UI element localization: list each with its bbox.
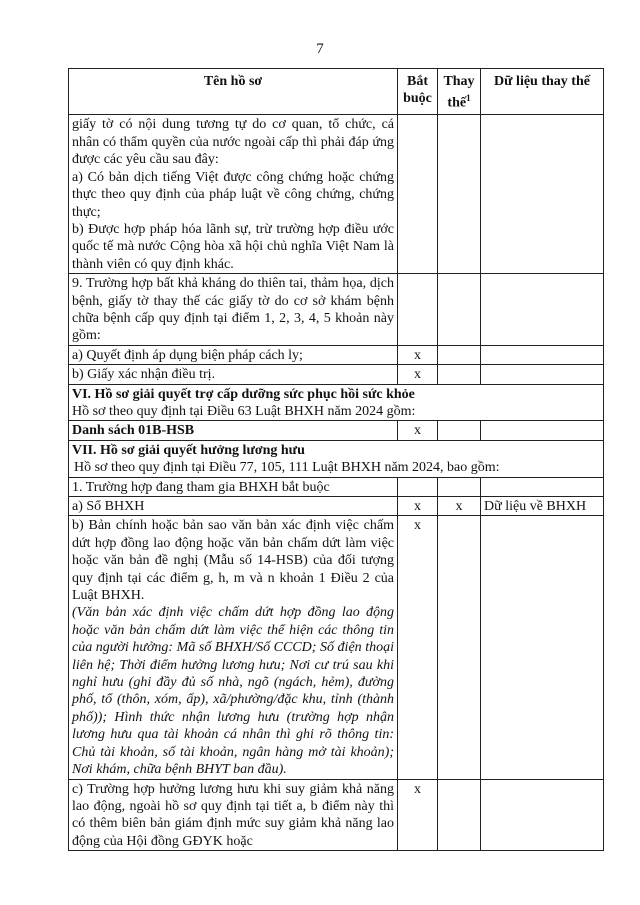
record-text: b) Bản chính hoặc bản sao văn bản xác định việc chấm dứt hợp đồng lao động hoặc văn bản chấm dứt làm việc hoặc văn bản đề nghị (Mẫu số 14-HSB) của đối tượng quy định tại các điểm g, h, m và n khoản 1 Điều 2 của Luật BHXH.: [72, 518, 394, 604]
table-row: [69, 497, 604, 516]
replace-mark: [438, 365, 481, 384]
table-body: [69, 115, 604, 851]
replacement-data-cell: [481, 115, 604, 274]
record-name-cell: [69, 274, 398, 346]
table-section-row: [69, 384, 604, 421]
table-row: [69, 477, 604, 496]
section-title: VII. Hồ sơ giải quyết hưởng lương hưu: [72, 442, 305, 458]
replace-mark: [438, 477, 481, 496]
section-description: Hồ sơ theo quy định tại Điều 77, 105, 111 Luật BHXH năm 2024, bao gồm:: [74, 460, 500, 476]
section-title: VI. Hồ sơ giải quyết trợ cấp dưỡng sức phục hồi sức khỏe: [72, 386, 415, 402]
replace-mark: [438, 421, 481, 440]
record-name-cell: [69, 365, 398, 384]
table-row: [69, 365, 604, 384]
replacement-data-cell: [481, 274, 604, 346]
table-row: [69, 779, 604, 851]
required-mark: x: [398, 516, 438, 779]
replace-mark: [438, 345, 481, 364]
replacement-data-cell: Dữ liệu về BHXH: [481, 497, 604, 516]
record-text: b) Giấy xác nhận điều trị.: [72, 367, 216, 383]
table-row: [69, 421, 604, 440]
replace-mark: [438, 274, 481, 346]
records-table: [68, 68, 604, 851]
replacement-data-cell: [481, 477, 604, 496]
page-number: 7: [316, 41, 324, 57]
record-name-cell: [69, 779, 398, 851]
required-mark: x: [398, 421, 438, 440]
replacement-data-cell: [481, 516, 604, 779]
replacement-data-cell: [481, 421, 604, 440]
table-header-row: [69, 69, 604, 115]
table-row: [69, 115, 604, 274]
required-mark: x: [398, 365, 438, 384]
table-row: [69, 274, 604, 346]
replace-mark: [438, 779, 481, 851]
record-text: a) Quyết định áp dụng biện pháp cách ly;: [72, 347, 303, 363]
required-mark: [398, 115, 438, 274]
record-note: (Văn bản xác định việc chấm dứt hợp đồng lao động hoặc văn bản chấm dứt làm việc thể hiện các thông tin của người hưởng: Mã số BHXH/Số CCCD; Số điện thoại liên hệ; Thời điểm hưởng lương hưu; Nơi cư trú sau khi nghỉ hưu (ghi đầy đủ số nhà, ngõ (ngách, hẻm), đường phố, tổ (thôn, xóm, ấp), xã/phường/đặc khu, tỉnh (thành phố)); Hình thức nhận lương hưu (trường hợp nhận lương hưu qua tài khoản cá nhân thì ghi rõ thông tin: Chủ tài khoản, số tài khoản, ngân hàng mở tài khoản); Nơi khám, chữa bệnh BHYT ban đầu).: [72, 605, 394, 778]
record-text: a) Sổ BHXH: [72, 499, 145, 514]
header-required: Bắt buộc: [398, 69, 438, 115]
record-text: 9. Trường hợp bất khả kháng do thiên tai, thảm họa, dịch bệnh, giấy tờ thay thế các giấy tờ do cơ sở khám bệnh chữa bệnh cấp quy định tại điểm 1, 2, 3, 4, 5 khoản này gồm:: [72, 276, 394, 344]
section-cell: [69, 440, 604, 477]
required-mark: x: [398, 779, 438, 851]
record-text: Danh sách 01B-HSB: [72, 423, 195, 439]
required-mark: [398, 477, 438, 496]
header-replace-footnote: 1: [466, 93, 471, 104]
table-row: [69, 345, 604, 364]
section-description: Hồ sơ theo quy định tại Điều 63 Luật BHXH năm 2024 gồm:: [72, 403, 416, 419]
header-replace: [438, 69, 481, 115]
record-name-cell: [69, 497, 398, 516]
record-text: 1. Trường hợp đang tham gia BHXH bắt buộc: [72, 479, 330, 495]
section-cell: [69, 384, 604, 421]
record-name-cell: [69, 516, 398, 779]
required-mark: [398, 274, 438, 346]
header-record-name: Tên hồ sơ: [69, 69, 398, 115]
header-replace-label: Thay thế: [443, 74, 475, 112]
header-replacement-data: Dữ liệu thay thế: [481, 69, 604, 115]
replacement-data-cell: [481, 365, 604, 384]
record-text: c) Trường hợp hưởng lương hưu khi suy giảm khả năng lao động, ngoài hồ sơ quy định tại tiết a, b điểm này thì có thêm biên bản giám định mức suy giảm khả năng lao động của Hội đồng GĐYK hoặc: [72, 781, 394, 849]
record-text: a) Có bản dịch tiếng Việt được công chứng hoặc chứng thực theo quy định của pháp luật về công chứng, chứng thực;: [72, 169, 394, 220]
replace-mark: [438, 516, 481, 779]
table-section-row: [69, 440, 604, 477]
record-text: b) Được hợp pháp hóa lãnh sự, trừ trường hợp điều ước quốc tế mà nước Cộng hòa xã hội chủ nghĩa Việt Nam là thành viên có quy định khác.: [72, 221, 394, 272]
required-mark: x: [398, 497, 438, 516]
replace-mark: x: [438, 497, 481, 516]
record-name-cell: [69, 345, 398, 364]
replacement-data-cell: [481, 779, 604, 851]
replacement-data-cell: [481, 345, 604, 364]
table-row: [69, 516, 604, 779]
record-name-cell: [69, 421, 398, 440]
record-text: giấy tờ có nội dung tương tự do cơ quan, tổ chức, cá nhân có thẩm quyền của nước ngoài cấp thì phải đáp ứng được các yêu cầu sau đây:: [72, 117, 394, 168]
record-name-cell: [69, 115, 398, 274]
record-name-cell: [69, 477, 398, 496]
required-mark: x: [398, 345, 438, 364]
replace-mark: [438, 115, 481, 274]
